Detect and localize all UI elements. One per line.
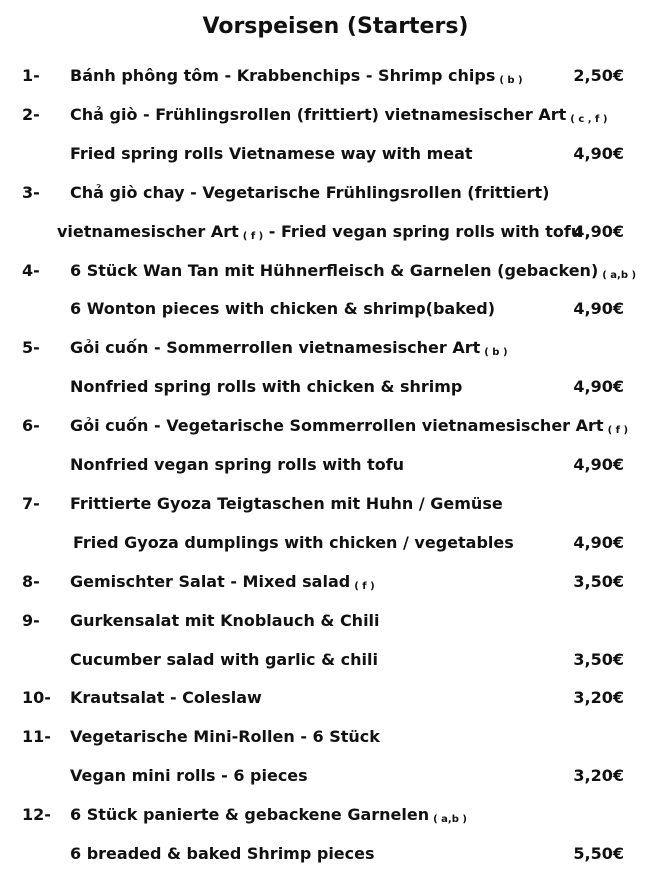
allergen-code: ( a,b ) (433, 814, 467, 826)
item-text (57, 222, 582, 242)
menu-line (0, 611, 671, 637)
item-price: 4,90€ (573, 221, 624, 241)
item-text (70, 183, 549, 202)
item-price: 3,20€ (573, 766, 624, 786)
menu-line (0, 844, 671, 870)
item-price: 3,50€ (573, 649, 624, 669)
allergen-code: ( f ) (354, 580, 375, 592)
item-description: 6 breaded & baked Shrimp pieces (70, 844, 375, 863)
item-description: Vegan mini rolls - 6 pieces (70, 766, 308, 786)
item-text (70, 727, 380, 746)
item-price: 3,20€ (573, 688, 624, 708)
menu-line (0, 377, 671, 403)
menu-line (0, 727, 671, 753)
item-text (70, 338, 508, 358)
item-number: 3- (22, 182, 40, 202)
item-number: 1- (22, 66, 40, 85)
item-number: 2- (22, 104, 40, 124)
menu-line (0, 299, 671, 325)
item-price: 4,90€ (573, 377, 624, 397)
item-description: Frittierte Gyoza Teigtaschen mit Huhn / Gemüse (70, 493, 503, 513)
item-description: Nonfried vegan spring rolls with tofu (70, 455, 405, 474)
menu-line (0, 688, 671, 714)
item-text (70, 572, 375, 592)
item-price: 3,50€ (573, 571, 624, 591)
allergen-code: ( c , f ) (570, 113, 608, 125)
item-text (70, 416, 628, 436)
menu-line (0, 183, 671, 209)
item-description: Fried Gyoza dumplings with chicken / vegetables (73, 532, 514, 552)
menu-line (0, 805, 671, 831)
item-text (70, 494, 503, 513)
item-description: Fried spring rolls Vietnamese way with meat (70, 143, 473, 163)
item-description: 6 Stück panierte & gebackene Garnelen (70, 805, 430, 825)
item-text (70, 844, 375, 863)
item-price: 4,90€ (573, 455, 624, 474)
item-price: 5,50€ (573, 844, 624, 863)
item-text (70, 377, 462, 396)
menu-line (0, 533, 671, 559)
item-description: vietnamesischer Art (57, 221, 239, 241)
allergen-code: ( f ) (607, 425, 629, 437)
item-price: 4,90€ (573, 532, 624, 552)
item-description: Nonfried spring rolls with chicken & shrimp (70, 377, 463, 397)
item-text (70, 261, 636, 281)
item-number: 8- (22, 571, 40, 591)
menu-line (0, 222, 671, 248)
allergen-code: ( f ) (242, 230, 264, 242)
menu-line (0, 766, 671, 792)
item-description: 6 Stück Wan Tan mit Hühnerfleisch & Garnelen (gebacken) (70, 260, 599, 280)
item-text (70, 766, 308, 785)
menu-line (0, 261, 671, 287)
allergen-code: ( b ) (499, 75, 523, 86)
item-description: Chả giò chay - Vegetarische Frühlingsrollen (frittiert) (70, 182, 550, 202)
item-number: 12- (22, 805, 51, 825)
item-text (70, 299, 495, 318)
item-price: 4,90€ (573, 143, 624, 163)
item-text (70, 611, 380, 630)
menu-line (0, 455, 671, 481)
item-description: Bánh phông tôm - Krabbenchips - Shrimp chips (70, 66, 496, 85)
menu-line (0, 338, 671, 364)
menu-line (0, 105, 671, 131)
item-description: Chả giò - Frühlingsrollen (frittiert) vietnamesischer Art (70, 104, 567, 124)
menu-line (0, 416, 671, 442)
item-price: 2,50€ (573, 66, 624, 85)
allergen-code: ( a,b ) (602, 269, 637, 281)
item-text (70, 455, 404, 474)
item-description: Gurkensalat mit Knoblauch & Chili (70, 610, 380, 630)
item-text (70, 144, 473, 163)
item-number: 6- (22, 416, 40, 436)
item-number: 9- (22, 610, 40, 630)
item-description: Gemischter Salat - Mixed salad (70, 571, 351, 591)
item-description: Vegetarische Mini-Rollen - 6 Stück (70, 727, 380, 747)
allergen-code: ( b ) (484, 347, 508, 359)
item-description: Gỏi cuốn - Vegetarische Sommerrollen vietnamesischer Art (70, 416, 604, 436)
item-description: Krautsalat - Coleslaw (70, 688, 262, 708)
item-description-suffix: - Fried vegan spring rolls with tofu (263, 221, 583, 241)
menu-line (0, 650, 671, 676)
item-number: 5- (22, 338, 40, 358)
menu-title: Vorspeisen (Starters) (202, 14, 469, 39)
item-number: 7- (22, 493, 40, 513)
item-price: 4,90€ (573, 299, 624, 319)
item-number: 10- (22, 688, 51, 708)
item-description: Gỏi cuốn - Sommerrollen vietnamesischer Art (70, 338, 481, 358)
item-text (73, 533, 514, 552)
item-description: Cucumber salad with garlic & chili (70, 649, 378, 669)
menu-line (0, 144, 671, 170)
item-text (70, 650, 378, 669)
item-text (70, 805, 467, 825)
item-text (70, 105, 607, 125)
menu-line (0, 572, 671, 598)
menu-line (0, 494, 671, 520)
item-text (70, 66, 523, 86)
item-number: 4- (22, 260, 40, 280)
item-description: 6 Wonton pieces with chicken & shrimp(baked) (70, 299, 496, 319)
menu-line (0, 66, 671, 92)
item-text (70, 688, 262, 707)
item-number: 11- (22, 727, 51, 747)
